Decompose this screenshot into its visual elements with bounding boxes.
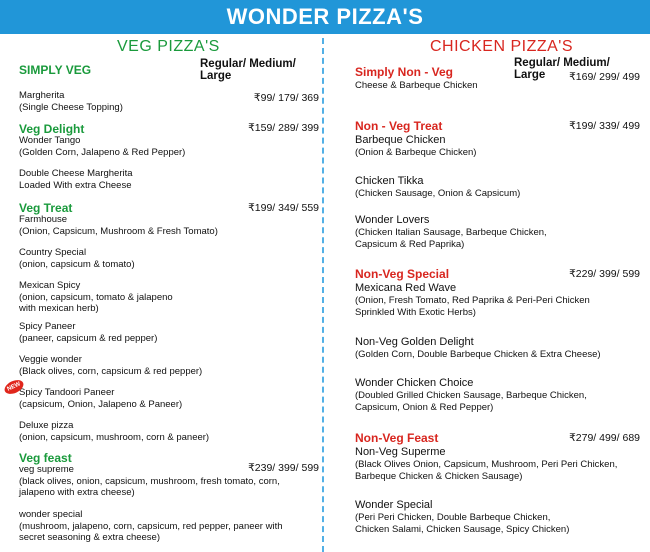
menu-item	[19, 420, 209, 443]
item-name: Spicy Paneer	[19, 321, 76, 332]
category-title: Non-Veg Feast	[355, 431, 439, 445]
item-desc: (Onion & Barbeque Chicken)	[355, 147, 477, 158]
category-price: ₹169/ 299/ 499	[569, 71, 640, 83]
item-desc: Capsicum & Red Paprika)	[355, 238, 465, 250]
item-desc: (Chicken Italian Sausage, Barbeque Chicken,	[355, 227, 547, 238]
item-desc: (Chicken Sausage, Onion & Capsicum)	[355, 188, 521, 199]
category-price: ₹199/ 339/ 499	[569, 120, 640, 132]
item-name: Chicken Tikka	[355, 175, 424, 187]
menu-item	[19, 464, 280, 499]
item-name: Wonder Lovers	[355, 214, 430, 226]
category-price: ₹199/ 349/ 559	[248, 202, 319, 214]
menu-item	[355, 175, 520, 200]
category-title: Non-Veg Special	[355, 267, 450, 281]
chicken-size-header: Regular/ Medium/ Large	[514, 57, 610, 81]
item-desc: with mexican herb)	[19, 303, 99, 314]
category-title: Non - Veg Treat	[355, 119, 443, 133]
item-name: Wonder Special	[355, 499, 433, 511]
item-desc: (capsicum, Onion, Jalapeno & Paneer)	[19, 398, 183, 410]
category-title: SIMPLY VEG	[19, 63, 92, 77]
item-desc: Barbeque Chicken & Chicken Sausage)	[355, 470, 523, 482]
item-price: ₹99/ 179/ 369	[253, 92, 319, 104]
menu-item	[19, 509, 283, 544]
item-desc: secret seasoning & extra cheese)	[19, 532, 160, 543]
menu-item	[19, 280, 173, 315]
menu-item	[355, 499, 569, 535]
menu-item	[355, 446, 617, 482]
item-name: Non-Veg Golden Delight	[355, 336, 474, 348]
category-price: ₹159/ 289/ 399	[248, 122, 319, 134]
item-name: Wonder Chicken Choice	[355, 377, 474, 389]
menu-item	[19, 168, 133, 191]
item-desc: Capsicum, Onion & Red Pepper)	[355, 401, 494, 413]
item-desc: (Doubled Grilled Chicken Sausage, Barbeque Chicken,	[355, 390, 587, 401]
item-name: Wonder Tango	[19, 135, 81, 146]
item-desc: (Golden Corn, Jalapeno & Red Pepper)	[19, 146, 186, 158]
menu-title-banner: WONDER PIZZA'S	[0, 0, 650, 34]
menu-item	[355, 336, 601, 361]
item-price: ₹239/ 399/ 599	[248, 462, 319, 474]
item-desc: (onion, capsicum, mushroom, corn & paneer)	[19, 431, 210, 443]
chicken-column-title: CHICKEN PIZZA'S	[430, 38, 574, 55]
item-name: Cheese & Barbeque Chicken	[355, 80, 478, 91]
item-name: Veggie wonder	[19, 354, 82, 365]
item-name: Barbeque Chicken	[355, 134, 446, 146]
item-name: Non-Veg Superme	[355, 446, 446, 458]
category-title: Veg feast	[19, 451, 72, 465]
menu-item	[19, 214, 218, 237]
item-desc: (Black Olives Onion, Capsicum, Mushroom, Peri Peri Chicken,	[355, 459, 618, 470]
item-name: Double Cheese Margherita	[19, 168, 133, 179]
category-title: Veg Treat	[19, 201, 73, 215]
item-desc: (Onion, Fresh Tomato, Red Paprika & Peri-Peri Chicken	[355, 295, 590, 306]
menu-item	[19, 387, 182, 410]
item-desc: (black olives, onion, capsicum, mushroom, fresh tomato, corn,	[19, 475, 280, 487]
item-desc: (mushroom, jalapeno, corn, capsicum, red pepper, paneer with	[19, 520, 283, 532]
new-badge-icon: NEW	[2, 377, 25, 396]
item-name: wonder special	[19, 509, 83, 520]
item-desc: Chicken Salami, Chicken Sausage, Spicy Chicken)	[355, 523, 570, 535]
item-desc: (paneer, capsicum & red pepper)	[19, 332, 158, 344]
menu-item	[19, 135, 185, 158]
column-divider	[322, 38, 324, 552]
veg-column-title: VEG PIZZA'S	[117, 38, 220, 55]
item-desc: (onion, capsicum & tomato)	[19, 258, 135, 270]
veg-size-header: Regular/ Medium/ Large	[200, 58, 296, 82]
category-price: ₹229/ 399/ 599	[569, 268, 640, 280]
menu-item	[355, 214, 547, 250]
item-desc: Sprinkled With Exotic Herbs)	[355, 306, 476, 318]
item-desc: (Onion, Capsicum, Mushroom & Fresh Tomato)	[19, 225, 218, 237]
menu-item	[355, 377, 587, 413]
item-desc: (onion, capsicum, tomato & jalapeno	[19, 291, 173, 303]
menu-item	[19, 90, 123, 113]
menu-item	[355, 80, 478, 92]
menu-item	[355, 282, 590, 318]
item-name: Country Special	[19, 247, 87, 258]
item-desc: (Golden Corn, Double Barbeque Chicken & Extra Cheese)	[355, 349, 601, 360]
item-name: Mexicana Red Wave	[355, 282, 457, 294]
item-desc: (Single Cheese Topping)	[19, 101, 123, 113]
item-desc: (Peri Peri Chicken, Double Barbeque Chicken,	[355, 512, 551, 523]
menu-item	[355, 134, 476, 159]
item-name: Margherita	[19, 90, 65, 101]
menu-item	[19, 321, 157, 344]
item-desc: (Black olives, corn, capsicum & red pepper)	[19, 365, 203, 377]
menu-item	[19, 354, 202, 377]
item-name: Farmhouse	[19, 214, 68, 225]
item-desc: Loaded With extra Cheese	[19, 179, 132, 191]
item-desc: jalapeno with extra cheese)	[19, 487, 135, 498]
category-title: Simply Non - Veg	[355, 65, 454, 79]
category-price: ₹279/ 499/ 689	[569, 432, 640, 444]
item-name: Deluxe pizza	[19, 420, 74, 431]
item-name: Mexican Spicy	[19, 280, 81, 291]
item-name: veg supreme	[19, 464, 74, 475]
menu-item	[19, 247, 135, 270]
item-name: Spicy Tandoori Paneer	[19, 387, 115, 398]
category-title: Veg Delight	[19, 122, 85, 136]
